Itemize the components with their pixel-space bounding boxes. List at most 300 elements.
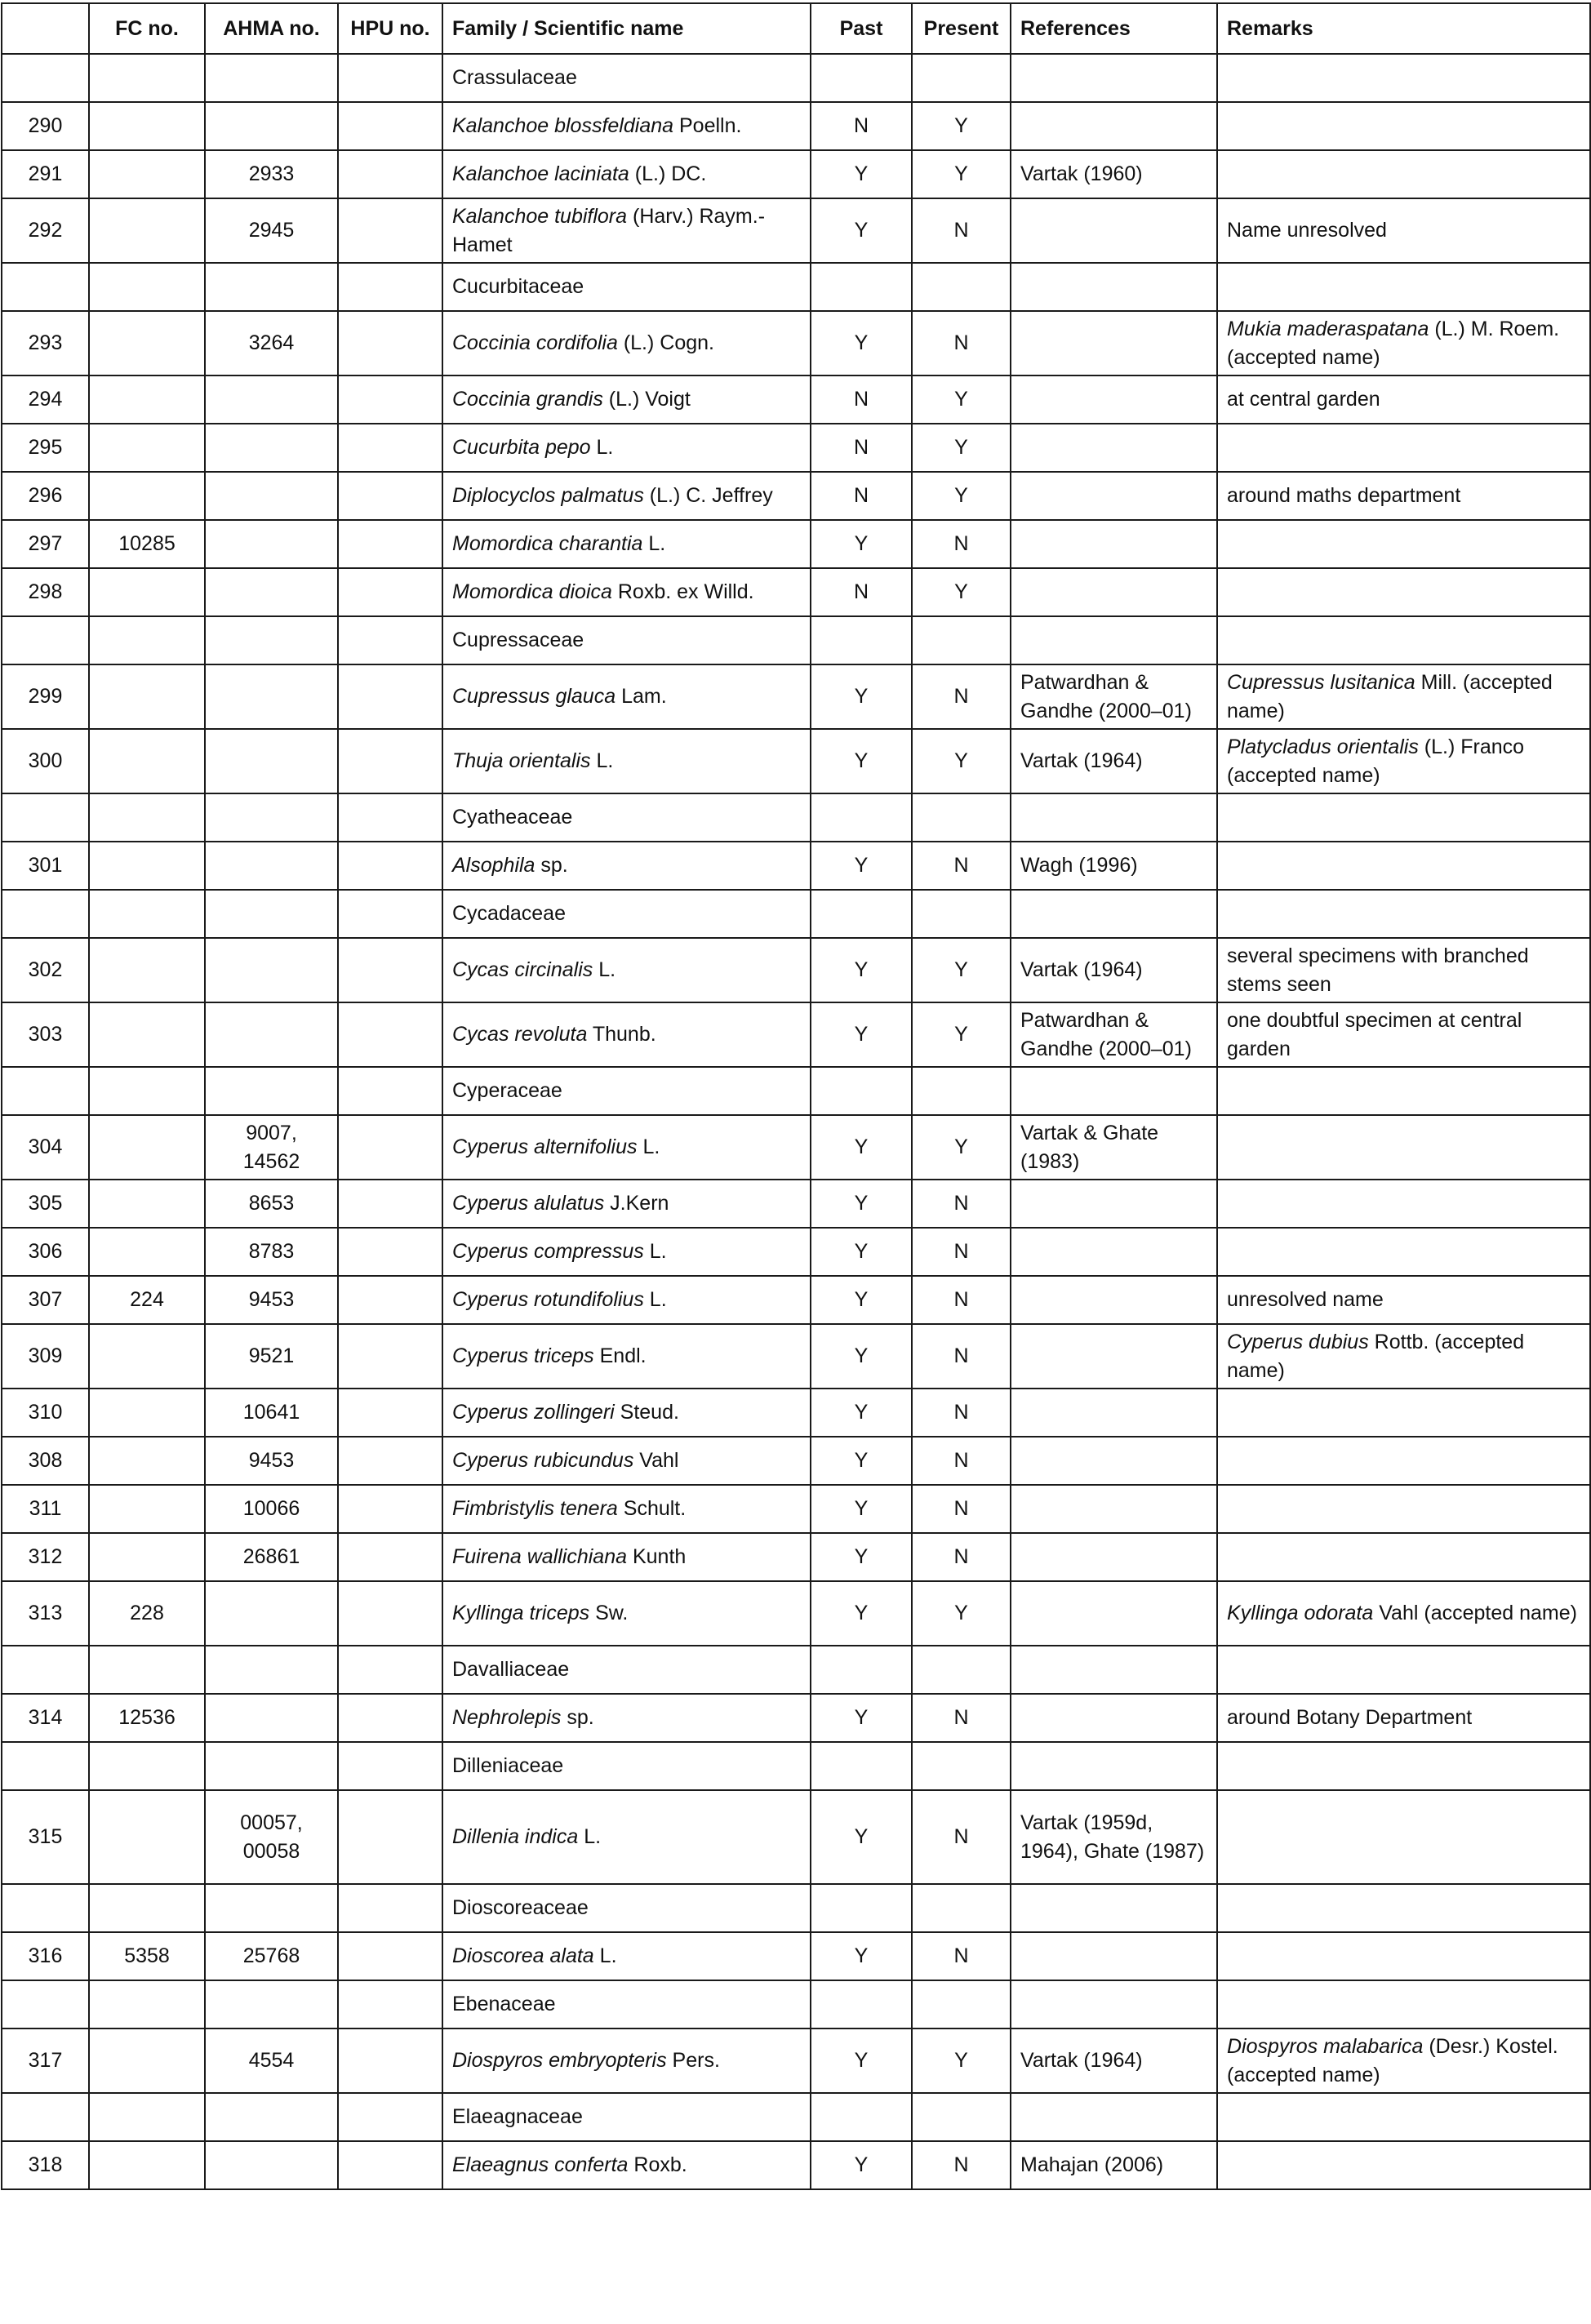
- empty-cell: [912, 2093, 1011, 2141]
- hpu-number: [338, 729, 442, 793]
- fc-number: 5358: [89, 1932, 205, 1980]
- empty-cell: [912, 793, 1011, 842]
- empty-cell: [1217, 1742, 1590, 1790]
- empty-cell: [811, 1646, 912, 1694]
- past-status: N: [811, 568, 912, 616]
- empty-cell: [205, 1067, 338, 1115]
- scientific-name: [442, 729, 811, 793]
- scientific-name: [442, 1180, 811, 1228]
- serial-number: 294: [2, 375, 89, 424]
- remarks: [1217, 1485, 1590, 1533]
- species-italic: Cyperus rubicundus: [452, 1449, 634, 1472]
- ahma-number: [205, 2141, 338, 2189]
- serial-number: 298: [2, 568, 89, 616]
- hpu-number: [338, 198, 442, 263]
- empty-cell: [2, 1884, 89, 1932]
- family-row: [2, 616, 1590, 664]
- present-status: Y: [912, 1002, 1011, 1067]
- references: [1011, 520, 1217, 568]
- species-italic: Fuirena wallichiana: [452, 1545, 628, 1568]
- species-row: [2, 375, 1590, 424]
- empty-cell: [1011, 793, 1217, 842]
- ahma-number: [205, 424, 338, 472]
- species-row: [2, 729, 1590, 793]
- fc-number: 10285: [89, 520, 205, 568]
- references: [1011, 1932, 1217, 1980]
- empty-cell: [912, 1067, 1011, 1115]
- references: Vartak (1960): [1011, 150, 1217, 198]
- remark-italic: Platycladus orientalis: [1227, 735, 1419, 758]
- hpu-number: [338, 2029, 442, 2093]
- ahma-number: [205, 1694, 338, 1742]
- empty-cell: [338, 1067, 442, 1115]
- hpu-number: [338, 1694, 442, 1742]
- hpu-number: [338, 1581, 442, 1646]
- family-name: Cycadaceae: [442, 890, 811, 938]
- fc-number: 224: [89, 1276, 205, 1324]
- ahma-number: 00057, 00058: [205, 1790, 338, 1884]
- hpu-number: [338, 1276, 442, 1324]
- remarks: [1217, 2141, 1590, 2189]
- empty-cell: [2, 1980, 89, 2029]
- family-name: Ebenaceae: [442, 1980, 811, 2029]
- empty-cell: [1217, 1980, 1590, 2029]
- scientific-name: [442, 1002, 811, 1067]
- family-name: Cyatheaceae: [442, 793, 811, 842]
- past-status: N: [811, 375, 912, 424]
- species-italic: Kyllinga triceps: [452, 1602, 590, 1624]
- species-author: Sw.: [589, 1602, 629, 1624]
- scientific-name: [442, 375, 811, 424]
- past-status: Y: [811, 1324, 912, 1389]
- empty-cell: [2, 54, 89, 102]
- empty-cell: [1011, 1884, 1217, 1932]
- fc-number: [89, 1437, 205, 1485]
- hpu-number: [338, 1324, 442, 1389]
- header-past: Past: [811, 3, 912, 54]
- scientific-name: [442, 150, 811, 198]
- past-status: N: [811, 102, 912, 150]
- references: [1011, 102, 1217, 150]
- past-status: Y: [811, 1389, 912, 1437]
- present-status: Y: [912, 2029, 1011, 2093]
- references: [1011, 1324, 1217, 1389]
- references: [1011, 375, 1217, 424]
- species-author: Lam.: [616, 685, 667, 708]
- species-row: [2, 568, 1590, 616]
- serial-number: 303: [2, 1002, 89, 1067]
- hpu-number: [338, 1228, 442, 1276]
- remarks: [1217, 1228, 1590, 1276]
- references: Vartak (1964): [1011, 729, 1217, 793]
- scientific-name: [442, 1533, 811, 1581]
- species-row: [2, 1115, 1590, 1180]
- empty-cell: [912, 1980, 1011, 2029]
- empty-cell: [912, 54, 1011, 102]
- scientific-name: [442, 1790, 811, 1884]
- past-status: Y: [811, 1228, 912, 1276]
- empty-cell: [811, 793, 912, 842]
- empty-cell: [2, 263, 89, 311]
- empty-cell: [2, 616, 89, 664]
- species-author: (L.) DC.: [629, 162, 707, 185]
- references: Vartak & Ghate (1983): [1011, 1115, 1217, 1180]
- scientific-name: [442, 1694, 811, 1742]
- remark-text: one doubtful specimen at central garden: [1227, 1008, 1522, 1060]
- remarks: [1217, 729, 1590, 793]
- past-status: Y: [811, 150, 912, 198]
- present-status: N: [912, 2141, 1011, 2189]
- hpu-number: [338, 1790, 442, 1884]
- species-row: [2, 520, 1590, 568]
- ahma-number: [205, 102, 338, 150]
- remarks: [1217, 664, 1590, 729]
- species-italic: Cyperus zollingeri: [452, 1401, 615, 1424]
- serial-number: 300: [2, 729, 89, 793]
- fc-number: [89, 198, 205, 263]
- remark-italic: Kyllinga odorata: [1227, 1602, 1374, 1624]
- references: [1011, 472, 1217, 520]
- ahma-number: 10641: [205, 1389, 338, 1437]
- species-italic: Cyperus compressus: [452, 1240, 644, 1263]
- serial-number: 312: [2, 1533, 89, 1581]
- remark-text: (Desr.) Kostel. (accepted name): [1227, 2034, 1558, 2086]
- empty-cell: [1011, 616, 1217, 664]
- remark-text: Rottb. (accepted name): [1227, 1330, 1525, 1382]
- empty-cell: [89, 1646, 205, 1694]
- present-status: N: [912, 842, 1011, 890]
- fc-number: [89, 375, 205, 424]
- present-status: N: [912, 1389, 1011, 1437]
- species-author: Endl.: [593, 1344, 647, 1367]
- empty-cell: [1217, 1646, 1590, 1694]
- empty-cell: [1011, 1646, 1217, 1694]
- remark-italic: Mukia maderaspatana: [1227, 317, 1429, 340]
- species-row: [2, 1324, 1590, 1389]
- empty-cell: [912, 890, 1011, 938]
- present-status: N: [912, 520, 1011, 568]
- species-italic: Kalanchoe blossfeldiana: [452, 114, 674, 137]
- species-italic: Cupressus glauca: [452, 685, 616, 708]
- species-author: Vahl: [633, 1449, 679, 1472]
- species-row: [2, 664, 1590, 729]
- species-row: [2, 1581, 1590, 1646]
- species-italic: Kalanchoe laciniata: [452, 162, 629, 185]
- hpu-number: [338, 1485, 442, 1533]
- scientific-name: [442, 1932, 811, 1980]
- species-row: [2, 1228, 1590, 1276]
- ahma-number: 9007, 14562: [205, 1115, 338, 1180]
- serial-number: 311: [2, 1485, 89, 1533]
- remark-text: Vahl (accepted name): [1373, 1602, 1577, 1624]
- remarks: [1217, 1389, 1590, 1437]
- ahma-number: 8653: [205, 1180, 338, 1228]
- family-row: [2, 2093, 1590, 2141]
- past-status: N: [811, 424, 912, 472]
- present-status: N: [912, 1324, 1011, 1389]
- serial-number: 296: [2, 472, 89, 520]
- fc-number: [89, 1002, 205, 1067]
- remark-text: Mill. (accepted name): [1227, 670, 1553, 722]
- references: Vartak (1959d, 1964), Ghate (1987): [1011, 1790, 1217, 1884]
- empty-cell: [89, 1884, 205, 1932]
- header-hpu-no: HPU no.: [338, 3, 442, 54]
- references: Mahajan (2006): [1011, 2141, 1217, 2189]
- species-row: [2, 472, 1590, 520]
- remark-italic: Diospyros malabarica: [1227, 2034, 1424, 2058]
- empty-cell: [338, 793, 442, 842]
- empty-cell: [1011, 890, 1217, 938]
- family-name: Crassulaceae: [442, 54, 811, 102]
- remarks: [1217, 1324, 1590, 1389]
- family-row: [2, 1742, 1590, 1790]
- species-italic: Diplocyclos palmatus: [452, 484, 644, 507]
- empty-cell: [2, 793, 89, 842]
- ahma-number: 26861: [205, 1533, 338, 1581]
- references: [1011, 1533, 1217, 1581]
- present-status: N: [912, 311, 1011, 375]
- empty-cell: [338, 54, 442, 102]
- present-status: N: [912, 1790, 1011, 1884]
- empty-cell: [89, 1980, 205, 2029]
- species-author: L.: [593, 1944, 617, 1967]
- species-row: [2, 842, 1590, 890]
- ahma-number: [205, 664, 338, 729]
- family-row: [2, 263, 1590, 311]
- fc-number: [89, 938, 205, 1002]
- references: Vartak (1964): [1011, 938, 1217, 1002]
- fc-number: [89, 1115, 205, 1180]
- family-name: Davalliaceae: [442, 1646, 811, 1694]
- empty-cell: [1217, 54, 1590, 102]
- empty-cell: [89, 890, 205, 938]
- remark-text: Name unresolved: [1227, 219, 1387, 242]
- scientific-name: [442, 102, 811, 150]
- fc-number: [89, 311, 205, 375]
- remark-text: at central garden: [1227, 388, 1380, 411]
- fc-number: [89, 2029, 205, 2093]
- species-italic: Cucurbita pepo: [452, 436, 591, 459]
- ahma-number: 9453: [205, 1437, 338, 1485]
- past-status: Y: [811, 1790, 912, 1884]
- scientific-name: [442, 1324, 811, 1389]
- fc-number: [89, 568, 205, 616]
- remarks: [1217, 1581, 1590, 1646]
- ahma-number: [205, 375, 338, 424]
- scientific-name: [442, 1437, 811, 1485]
- species-italic: Diospyros embryopteris: [452, 2049, 667, 2072]
- remarks: [1217, 1002, 1590, 1067]
- empty-cell: [912, 263, 1011, 311]
- species-author: J.Kern: [604, 1192, 669, 1215]
- past-status: Y: [811, 1932, 912, 1980]
- empty-cell: [811, 1980, 912, 2029]
- fc-number: 12536: [89, 1694, 205, 1742]
- header-family-scientific-name: Family / Scientific name: [442, 3, 811, 54]
- references: [1011, 1581, 1217, 1646]
- family-row: [2, 1067, 1590, 1115]
- scientific-name: [442, 472, 811, 520]
- serial-number: 302: [2, 938, 89, 1002]
- serial-number: 293: [2, 311, 89, 375]
- hpu-number: [338, 472, 442, 520]
- empty-cell: [2, 2093, 89, 2141]
- empty-cell: [1217, 2093, 1590, 2141]
- family-name: Dioscoreaceae: [442, 1884, 811, 1932]
- hpu-number: [338, 311, 442, 375]
- scientific-name: [442, 1276, 811, 1324]
- hpu-number: [338, 375, 442, 424]
- header-row: [2, 3, 1590, 54]
- header-ahma-no: AHMA no.: [205, 3, 338, 54]
- species-row: [2, 1180, 1590, 1228]
- hpu-number: [338, 2141, 442, 2189]
- references: [1011, 424, 1217, 472]
- species-italic: Cycas revoluta: [452, 1023, 588, 1046]
- empty-cell: [338, 1980, 442, 2029]
- scientific-name: [442, 1485, 811, 1533]
- ahma-number: 10066: [205, 1485, 338, 1533]
- serial-number: 317: [2, 2029, 89, 2093]
- species-italic: Cyperus triceps: [452, 1344, 594, 1367]
- empty-cell: [205, 2093, 338, 2141]
- empty-cell: [89, 1742, 205, 1790]
- ahma-number: [205, 938, 338, 1002]
- past-status: Y: [811, 1180, 912, 1228]
- species-italic: Coccinia cordifolia: [452, 331, 618, 354]
- remark-text: (L.) M. Roem. (accepted name): [1227, 317, 1560, 369]
- present-status: Y: [912, 1115, 1011, 1180]
- ahma-number: 9453: [205, 1276, 338, 1324]
- species-author: Thunb.: [587, 1023, 656, 1046]
- references: Patwardhan & Gandhe (2000–01): [1011, 664, 1217, 729]
- species-italic: Kalanchoe tubiflora: [452, 204, 628, 228]
- ahma-number: 4554: [205, 2029, 338, 2093]
- ahma-number: 2945: [205, 198, 338, 263]
- family-row: [2, 1884, 1590, 1932]
- header-references: References: [1011, 3, 1217, 54]
- family-row: [2, 793, 1590, 842]
- present-status: Y: [912, 938, 1011, 1002]
- empty-cell: [1217, 263, 1590, 311]
- family-name: Elaeagnaceae: [442, 2093, 811, 2141]
- empty-cell: [1011, 54, 1217, 102]
- ahma-number: [205, 842, 338, 890]
- empty-cell: [1011, 1067, 1217, 1115]
- serial-number: 309: [2, 1324, 89, 1389]
- species-italic: Fimbristylis tenera: [452, 1497, 618, 1520]
- remarks: [1217, 1694, 1590, 1742]
- present-status: N: [912, 1228, 1011, 1276]
- present-status: N: [912, 1180, 1011, 1228]
- header-remarks: Remarks: [1217, 3, 1590, 54]
- hpu-number: [338, 568, 442, 616]
- ahma-number: [205, 520, 338, 568]
- scientific-name: [442, 424, 811, 472]
- remark-text: unresolved name: [1227, 1288, 1384, 1311]
- remarks: [1217, 311, 1590, 375]
- past-status: Y: [811, 842, 912, 890]
- empty-cell: [205, 793, 338, 842]
- serial-number: 304: [2, 1115, 89, 1180]
- empty-cell: [2, 1067, 89, 1115]
- hpu-number: [338, 424, 442, 472]
- present-status: N: [912, 664, 1011, 729]
- family-row: [2, 1646, 1590, 1694]
- empty-cell: [1011, 1980, 1217, 2029]
- past-status: Y: [811, 664, 912, 729]
- species-italic: Momordica dioica: [452, 580, 612, 603]
- present-status: N: [912, 198, 1011, 263]
- present-status: N: [912, 1932, 1011, 1980]
- species-author: L.: [643, 1288, 667, 1311]
- empty-cell: [205, 1646, 338, 1694]
- empty-cell: [338, 1742, 442, 1790]
- past-status: Y: [811, 1581, 912, 1646]
- hpu-number: [338, 520, 442, 568]
- scientific-name: [442, 1389, 811, 1437]
- past-status: Y: [811, 1276, 912, 1324]
- species-italic: Cyperus rotundifolius: [452, 1288, 644, 1311]
- empty-cell: [912, 616, 1011, 664]
- references: [1011, 311, 1217, 375]
- species-author: L.: [637, 1135, 660, 1158]
- remarks: [1217, 1790, 1590, 1884]
- empty-cell: [205, 890, 338, 938]
- hpu-number: [338, 842, 442, 890]
- past-status: Y: [811, 729, 912, 793]
- remark-text: (L.) Franco (accepted name): [1227, 735, 1525, 787]
- ahma-number: 3264: [205, 311, 338, 375]
- past-status: Y: [811, 1533, 912, 1581]
- empty-cell: [89, 54, 205, 102]
- remarks: [1217, 2029, 1590, 2093]
- fc-number: [89, 2141, 205, 2189]
- empty-cell: [811, 1884, 912, 1932]
- remarks: [1217, 1180, 1590, 1228]
- empty-cell: [89, 616, 205, 664]
- species-author: Roxb. ex Willd.: [611, 580, 754, 603]
- empty-cell: [89, 1067, 205, 1115]
- species-author: (L.) Cogn.: [617, 331, 714, 354]
- ahma-number: [205, 472, 338, 520]
- present-status: Y: [912, 1581, 1011, 1646]
- serial-number: 310: [2, 1389, 89, 1437]
- species-italic: Elaeagnus conferta: [452, 2153, 629, 2176]
- serial-number: 292: [2, 198, 89, 263]
- serial-number: 305: [2, 1180, 89, 1228]
- remarks: [1217, 1437, 1590, 1485]
- species-italic: Alsophila: [452, 854, 536, 877]
- remarks: [1217, 520, 1590, 568]
- remark-italic: Cyperus dubius: [1227, 1330, 1369, 1353]
- serial-number: 299: [2, 664, 89, 729]
- empty-cell: [205, 54, 338, 102]
- remarks: [1217, 472, 1590, 520]
- species-author: sp.: [535, 854, 568, 877]
- ahma-number: [205, 1002, 338, 1067]
- fc-number: [89, 1533, 205, 1581]
- hpu-number: [338, 1115, 442, 1180]
- species-row: [2, 2029, 1590, 2093]
- species-row: [2, 102, 1590, 150]
- present-status: N: [912, 1694, 1011, 1742]
- species-italic: Nephrolepis: [452, 1706, 562, 1729]
- ahma-number: [205, 729, 338, 793]
- remark-text: several specimens with branched stems seen: [1227, 944, 1529, 996]
- present-status: N: [912, 1437, 1011, 1485]
- past-status: Y: [811, 198, 912, 263]
